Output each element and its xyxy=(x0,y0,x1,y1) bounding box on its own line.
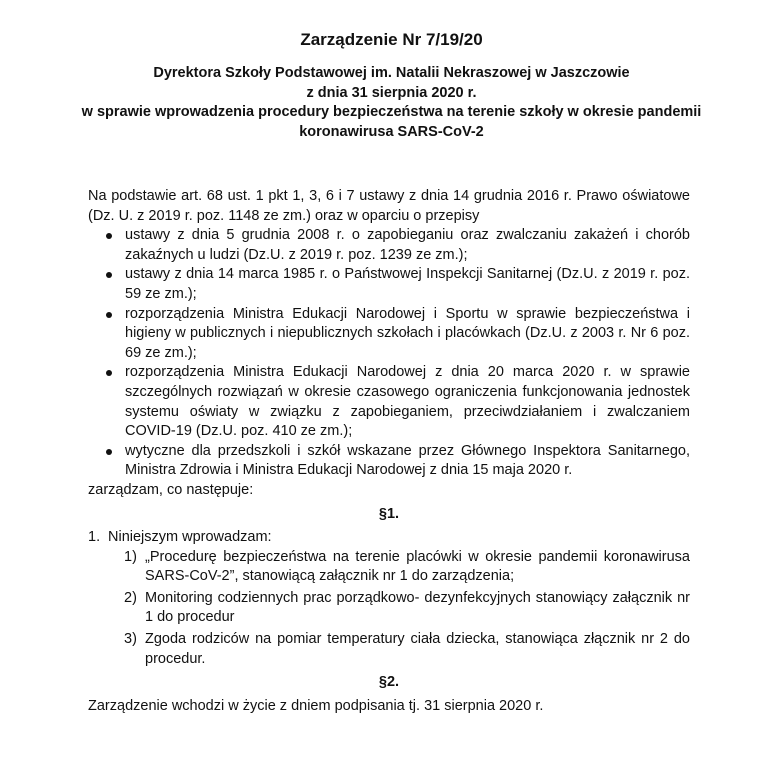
list-item xyxy=(88,305,690,364)
section-1-item xyxy=(88,528,690,669)
subitem-number: 2) xyxy=(124,589,137,606)
bullet-icon xyxy=(106,449,112,455)
section-2-label: §2. xyxy=(378,674,400,691)
list-item xyxy=(88,442,690,481)
bullet-icon xyxy=(106,272,112,278)
bullet-icon xyxy=(106,370,112,376)
subitem xyxy=(108,630,690,669)
bullet-icon xyxy=(106,233,112,239)
document-title: Zarządzenie Nr 7/19/20 xyxy=(300,30,483,49)
list-item-text: ustawy z dnia 14 marca 1985 r. o Państwowej Inspekcji Sanitarnej (Dz.U. z 2019 r. poz. 59 ze zm.); xyxy=(125,266,690,302)
document-heading xyxy=(60,64,723,142)
list-item-text: ustawy z dnia 5 grudnia 2008 r. o zapobieganiu oraz zwalczaniu zakażeń i chorób zakaźnych u ludzi (Dz.U. z 2019 r. poz. 1239 ze zm.); xyxy=(125,227,690,263)
subitem xyxy=(108,589,690,628)
legal-basis-list xyxy=(88,226,690,481)
list-item-text: rozporządzenia Ministra Edukacji Narodowej i Sportu w sprawie bezpieczeństwa i higieny w publicznych i niepublicznych szkołach i placówkach (Dz.U. z 2003 r. Nr 6 poz. 69 ze zm.); xyxy=(125,305,690,361)
list-item-text: rozporządzenia Ministra Edukacji Narodowej z dnia 20 marca 2020 r. w sprawie szczególnych rozwiązań w okresie czasowego ograniczenia funkcjonowania jednostek systemu oświaty w związku z zapobieganiem, przeciwdziałaniem i zwalczaniem COVID-19 (Dz.U. poz. 410 ze zm.); xyxy=(125,364,690,440)
document-body xyxy=(88,187,690,716)
subitem-text: Monitoring codziennych prac porządkowo- dezynfekcyjnych stanowiący załącznik nr 1 do procedur xyxy=(145,589,690,626)
section-1-label: §1. xyxy=(378,505,400,522)
heading-subject-cont: koronawirusa SARS-CoV-2 xyxy=(299,123,484,140)
heading-issuer: Dyrektora Szkoły Podstawowej im. Natalii Nekraszowej w Jaszczowie xyxy=(153,65,630,81)
decree-line: zarządzam, co następuje: xyxy=(88,481,254,498)
section-2-text: Zarządzenie wchodzi w życie z dniem podpisania tj. 31 sierpnia 2020 r. xyxy=(88,697,544,714)
subitem xyxy=(108,548,690,587)
intro-paragraph: Na podstawie art. 68 ust. 1 pkt 1, 3, 6 i 7 ustawy z dnia 14 grudnia 2016 r. Prawo oświatowe (Dz. U. z 2019 r. poz. 1148 ze zm.) oraz w oparciu o przepisy xyxy=(88,188,690,224)
list-item xyxy=(88,226,690,265)
subitem-text: Zgoda rodziców na pomiar temperatury ciała dziecka, stanowiąca złącznik nr 2 do procedur. xyxy=(145,631,690,667)
heading-date: z dnia 31 sierpnia 2020 r. xyxy=(306,84,477,101)
item-text: Niniejszym wprowadzam: xyxy=(108,529,272,546)
item-number: 1. xyxy=(88,529,101,546)
list-item xyxy=(88,265,690,304)
list-item-text: wytyczne dla przedszkoli i szkół wskazane przez Głównego Inspektora Sanitarnego, Ministra Zdrowia i Ministra Edukacji Narodowej z dnia 15 maja 2020 r. xyxy=(125,442,690,479)
section-1-list xyxy=(88,528,690,669)
subitem-list xyxy=(108,548,690,670)
subitem-text: „Procedurę bezpieczeństwa na terenie placówki w okresie pandemii koronawirusa SARS-CoV-2”, stanowiącą załącznik nr 1 do zarządzenia; xyxy=(145,548,690,585)
heading-subject: w sprawie wprowadzenia procedury bezpieczeństwa na terenie szkoły w okresie pandemii xyxy=(81,104,702,121)
subitem-number: 1) xyxy=(124,548,137,565)
subitem-number: 3) xyxy=(124,631,137,648)
bullet-icon xyxy=(106,312,112,318)
list-item xyxy=(88,363,690,441)
